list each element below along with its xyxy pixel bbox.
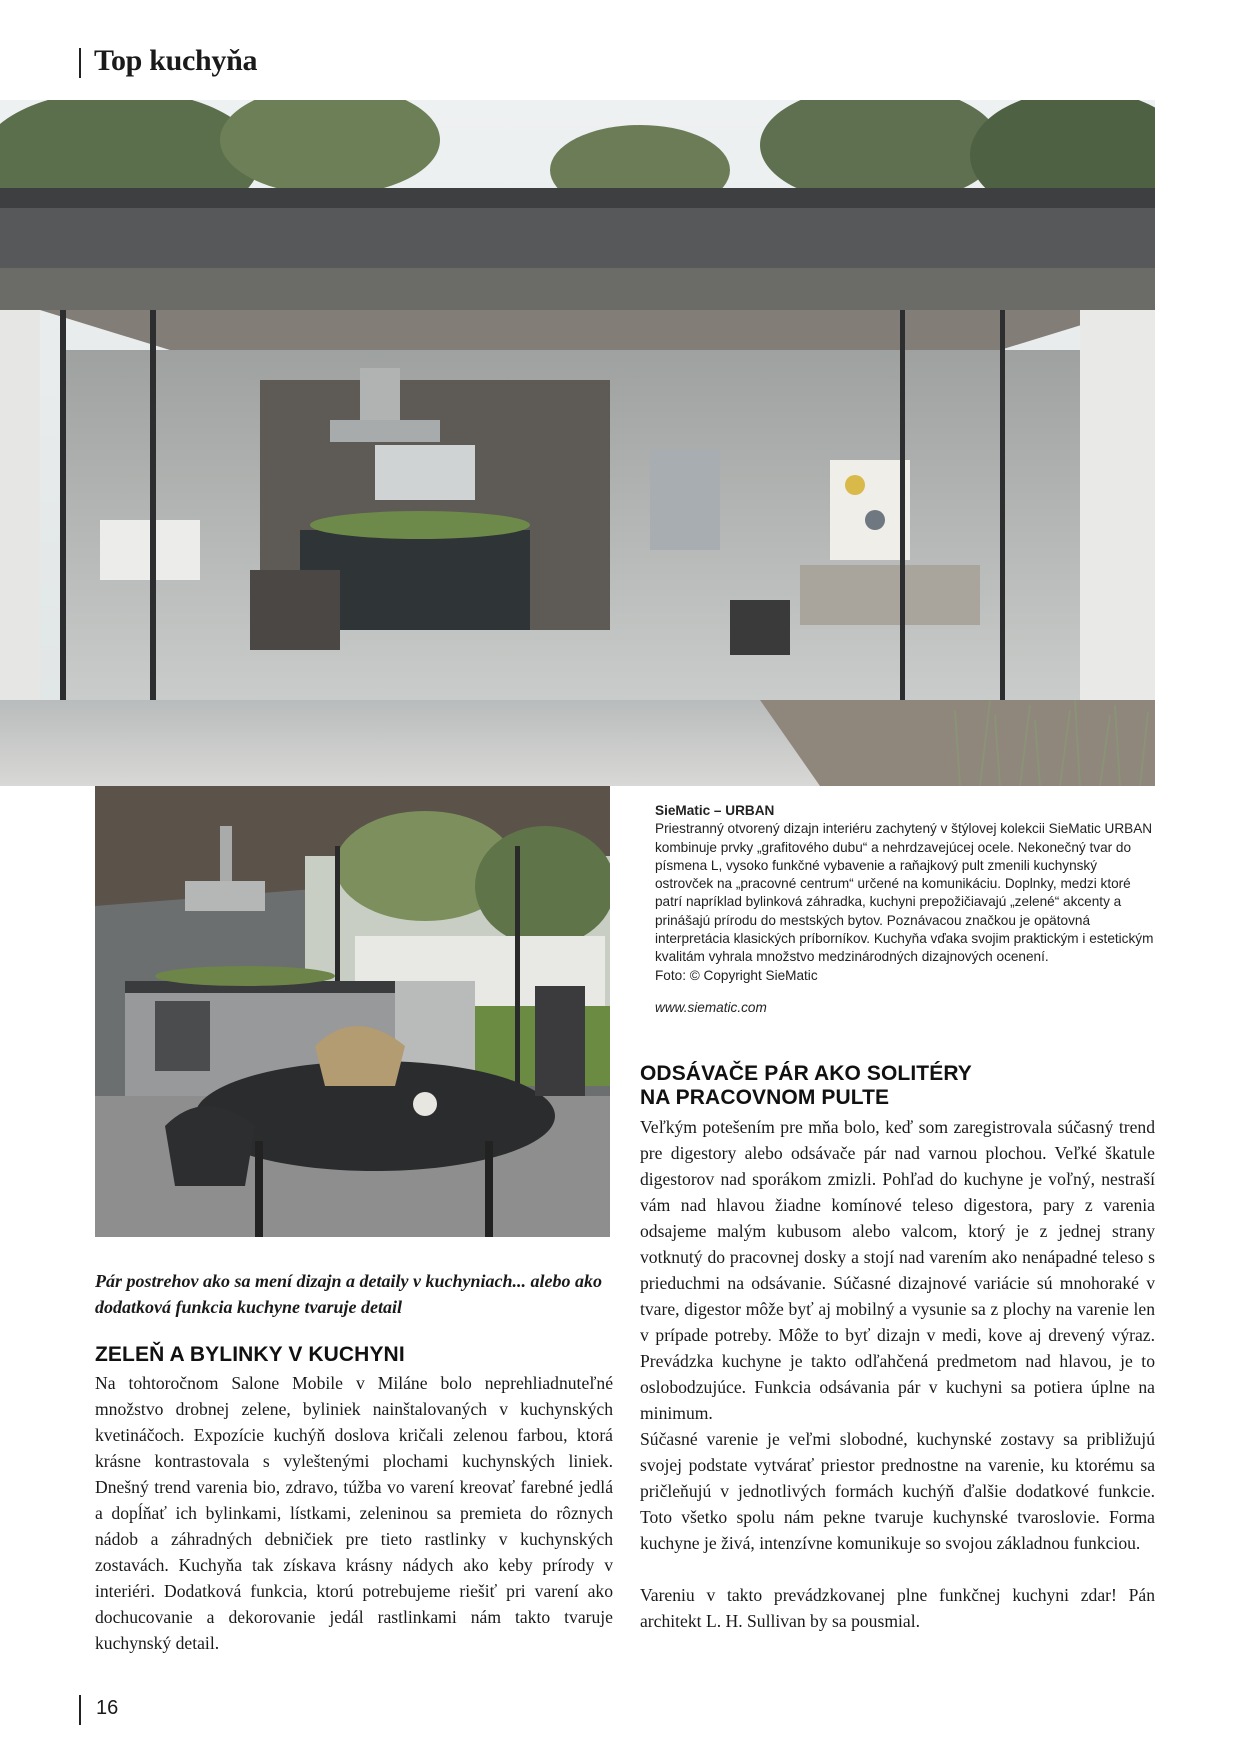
photo-caption xyxy=(655,802,1155,1017)
kitchen-terrace-photo xyxy=(0,100,1155,786)
heading-line-2: NA PRACOVNOM PULTE xyxy=(640,1086,890,1109)
section-heading-herbs: ZELEŇ A BYLINKY V KUCHYNI xyxy=(95,1343,405,1366)
page-number: 16 xyxy=(96,1697,119,1719)
heading-line-1: ODSÁVAČE PÁR AKO SOLITÉRY xyxy=(640,1062,972,1085)
footer-divider xyxy=(79,1695,81,1725)
section-heading-hoods xyxy=(640,1062,1155,1110)
main-photo xyxy=(0,100,1155,786)
hoods-paragraph-2: Súčasné varenie je veľmi slobodné, kuchynské zostavy sa približujú svojej podstate vytvárať priestor prednostne na varenie, ku ktorému sa pričleňujú v jednotlivých formách kuchýň ďalšie dodatkové funkcie. Toto všetko spolu nám pekne tvaruje kuchynské tvaroslovie. Forma kuchyne je živá, intenzívne komunikuje so svojou základnou funkciou. xyxy=(640,1429,1155,1553)
herbs-paragraph: Na tohtoročnom Salone Mobile v Miláne bolo neprehliadnuteľné množstvo drobnej zelene, byliniek nainštalovaných v kuchynských kvetináčoch. Expozície kuchýň doslova kričali zelenou farbou, ktorá krásne kontrastovala s vyleštenými plochami kuchynských liniek. Dnešný trend varenia bio, zdravo, túžba vo varení kreovať farebné jedlá a dopĺňať ich bylinkami, lístkami, zeleninou sa premieta do rôznych nádob a záhradných debničiek pre tieto rastlinky v kuchynských zostavách. Kuchyňa tak získava krásny nádych ako keby prírody v interiéri. Dodatková funkcia, ktorú potrebujeme riešiť pri varení ako dochucovanie a dekorovanie jedál rastlinkami nám takto tvaruje kuchynský detail. xyxy=(95,1373,613,1653)
caption-title: SieMatic – URBAN xyxy=(655,803,775,818)
kitchen-island-photo xyxy=(95,786,610,1237)
section-title: Top kuchyňa xyxy=(94,44,258,77)
section-body-herbs xyxy=(95,1370,613,1656)
hoods-paragraph-1: Veľkým potešením pre mňa bolo, keď som zaregistrovala súčasný trend pre digestory alebo odsávače pár nad varnou plochou. Veľké škatule digestorov nad sporákom zmizli. Pohľad do kuchyne je voľný, nestraší vám nad hlavou žiadne komínové teleso digestora, pary z varenia odsajeme malým kubusom alebo valcom, ktorý je z jednej strany votknutý do pracovnej dosky a stojí nad varením ako nenápadné teleso s prieduchmi na odsávanie. Súčasné dizajnové variácie sú mnohoraké v tvare, digestor môže byť aj mobilný a vysunie sa z plochy na varenie len v prípade potreby. Môže to byť dizajn v medi, kove aj drevený výraz. Prevádzka kuchyne je takto odľahčená predmetom nad hlavou, je to oslobodzujúce. Funkcia odsávania pár v kuchyni sa potiera úplne na minimum. xyxy=(640,1117,1155,1423)
caption-text: Priestranný otvorený dizajn interiéru zachytený v štýlovej kolekcii SieMatic URBAN kombinuje prvky „grafitového dubu“ a nehrdzavejúcej ocele. Nekonečný tvar do písmena L, vysoko funkčné vybavenie a raňajkový pult zmenili kuchynský ostrovček na „pracovné centrum“ určené na komunikáciu. Doplnky, medzi ktoré patrí napríklad bylinková záhradka, kuchyni prepožičiavajú „zelené“ akcenty a prinášajú prírodu do mestských bytov. Poznávacou značkou je opätovná interpretácia klasických príborníkov. Kuchyňa vďaka svojim praktickým i estetickým kvalitám vyhrala množstvo medzinárodných dizajnových ocenení. xyxy=(655,821,1154,965)
caption-url[interactable]: www.siematic.com xyxy=(655,999,767,1015)
header-divider xyxy=(79,48,81,78)
secondary-photo xyxy=(95,786,610,1237)
caption-credit: Foto: © Copyright SieMatic xyxy=(655,967,818,983)
hoods-paragraph-3: Vareniu v takto prevádzkovanej plne funkčnej kuchyni zdar! Pán architekt L. H. Sullivan by sa pousmial. xyxy=(640,1585,1155,1631)
intro-lead: Pár postrehov ako sa mení dizajn a detaily v kuchyniach... alebo ako dodatková funkcia kuchyne tvaruje detail xyxy=(95,1271,602,1317)
section-body-hoods xyxy=(640,1114,1155,1634)
